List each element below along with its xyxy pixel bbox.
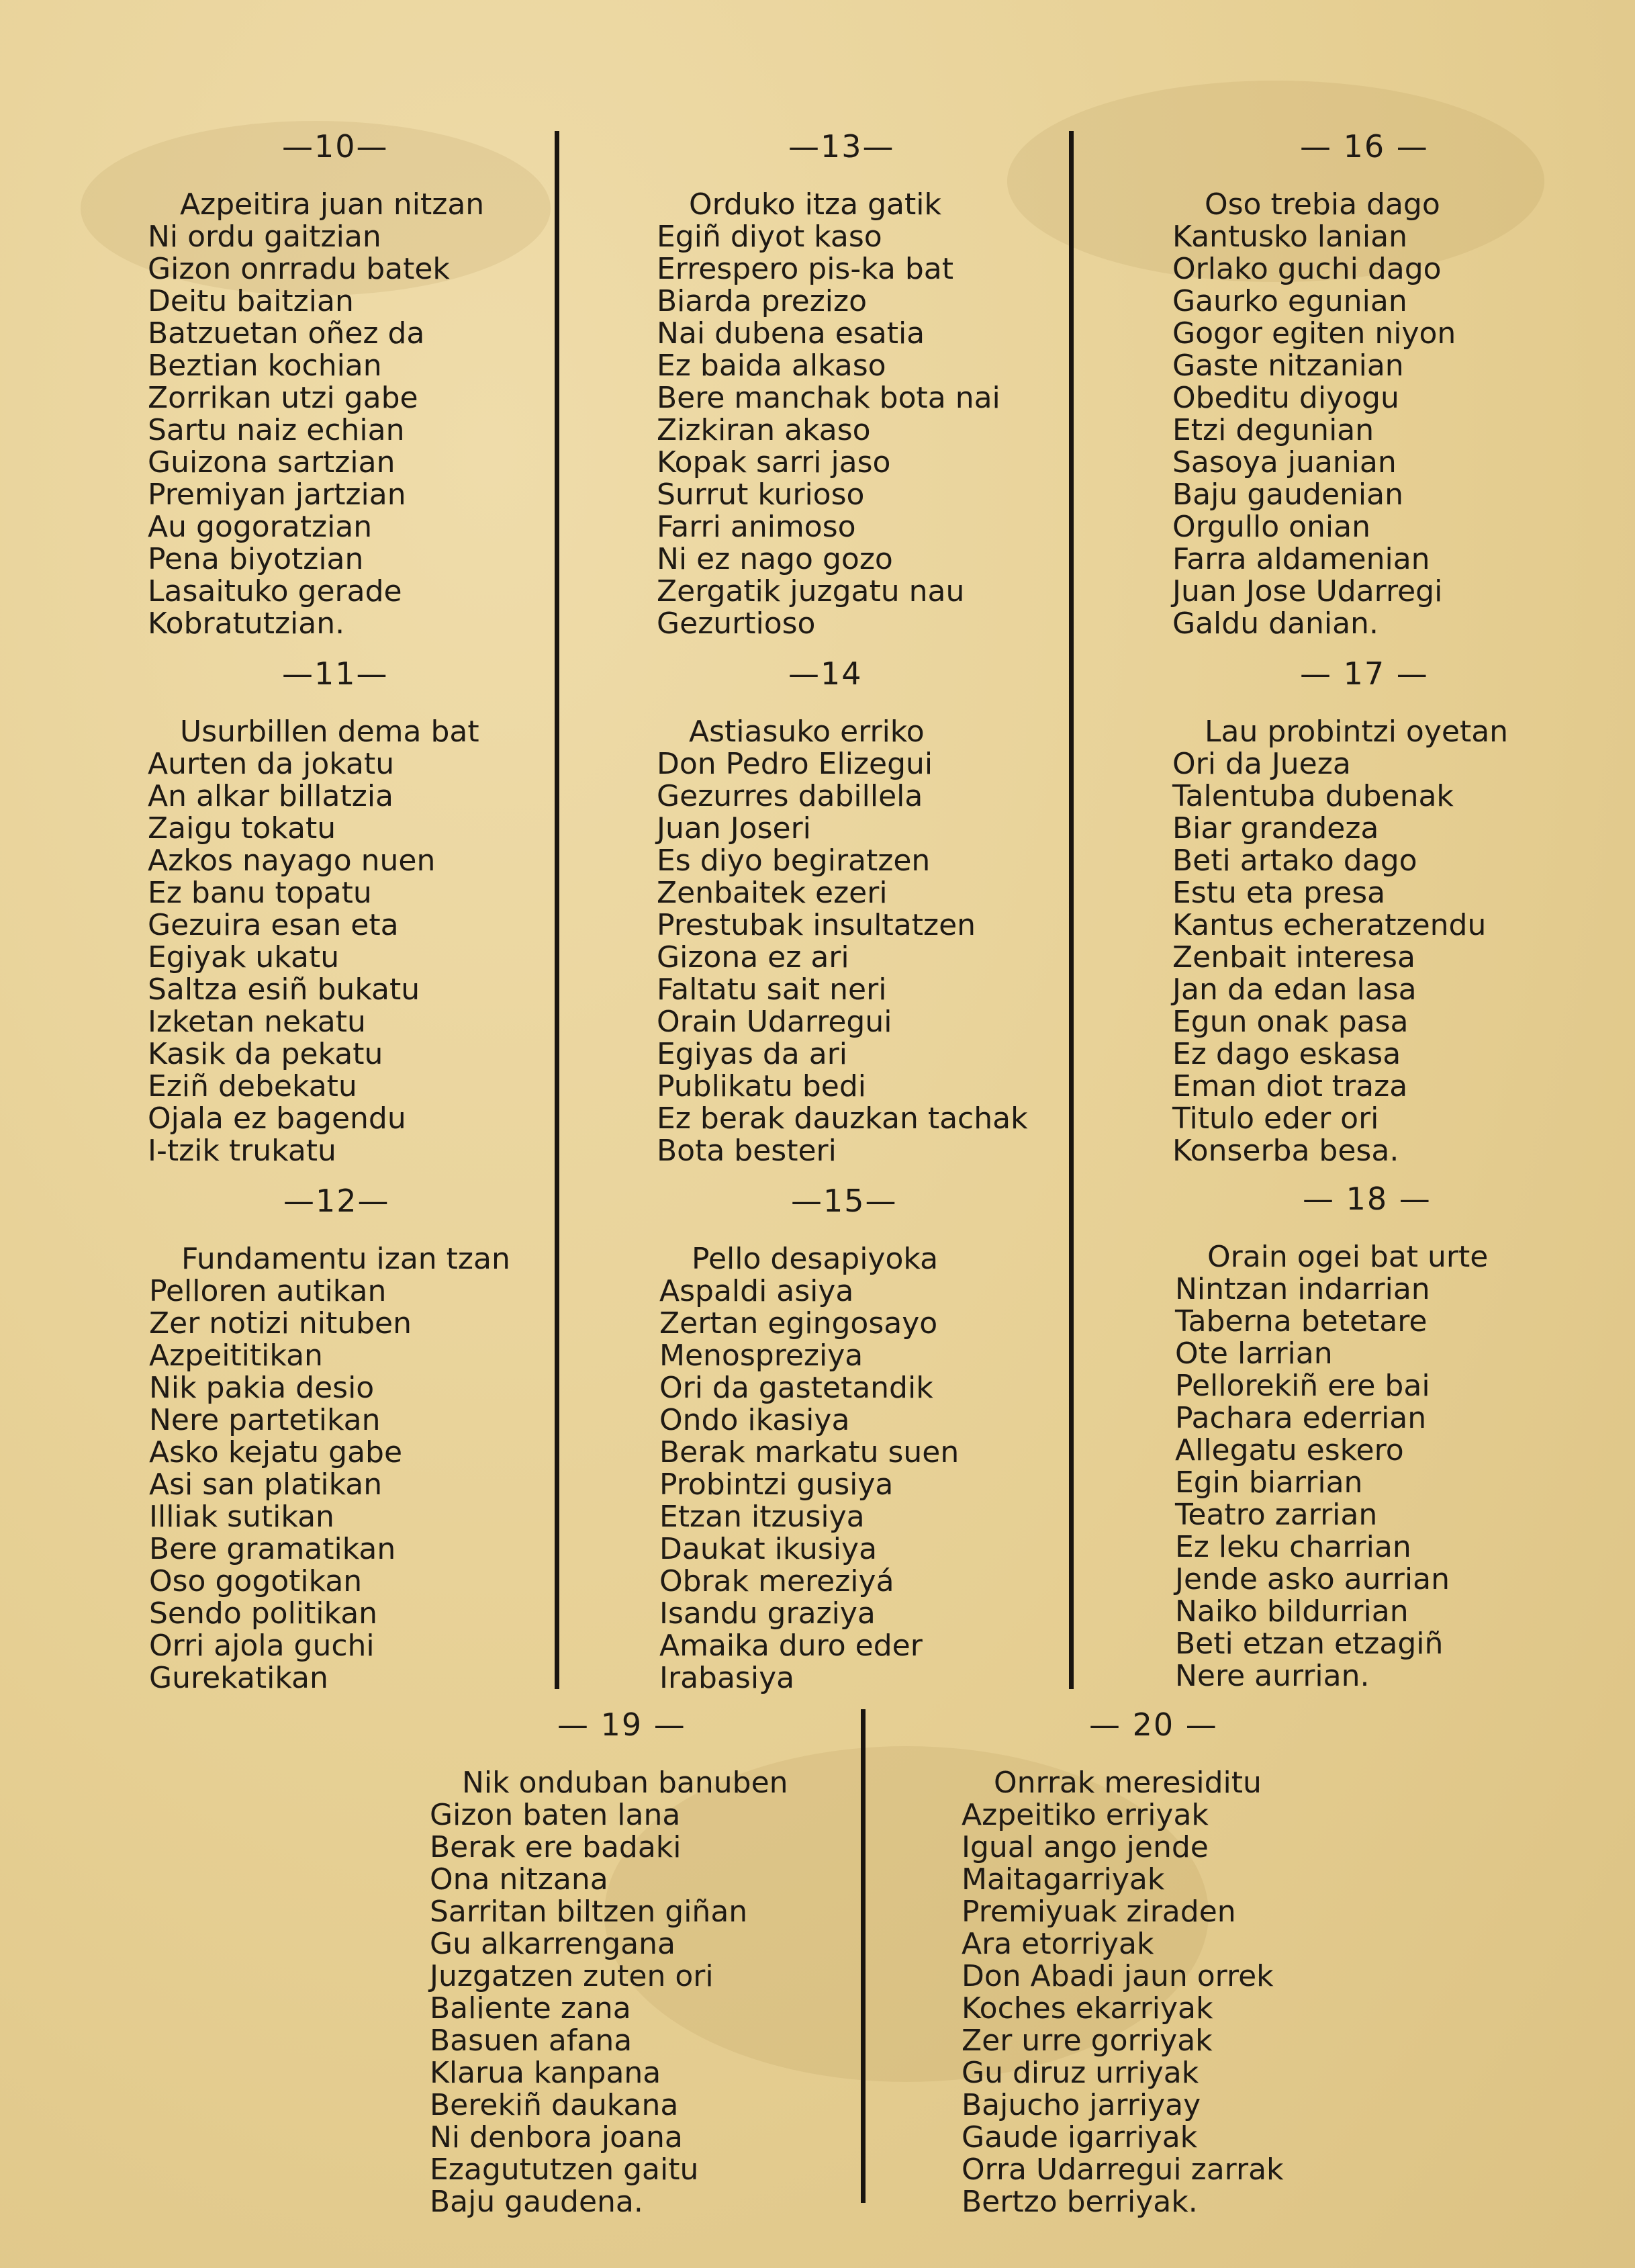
verse-line: Orduko itza gatik <box>689 187 941 222</box>
verse-line: Oso trebia dago <box>1205 187 1440 222</box>
stanza-number: — 19 — <box>557 1707 686 1743</box>
verse-line: Galdu danian. <box>1172 606 1379 641</box>
verse-line: Orlako guchi dago <box>1172 252 1442 286</box>
verse-line: Sendo politikan <box>149 1596 378 1631</box>
verse-line: Irabasiya <box>659 1661 795 1695</box>
verse-line: Etzi degunian <box>1172 413 1374 447</box>
verse-line: Ori da gastetandik <box>659 1371 933 1405</box>
verse-line: Oso gogotikan <box>149 1564 363 1598</box>
verse-line: Egiyas da ari <box>657 1037 848 1071</box>
stanza-verse <box>657 189 1000 640</box>
verse-line: Gurekatikan <box>149 1661 328 1695</box>
verse-line: Probintzi gusiya <box>659 1467 894 1502</box>
verse-line: Errespero pis-ka bat <box>657 252 954 286</box>
verse-line: Don Pedro Elizegui <box>657 747 933 781</box>
verse-line: Surrut kurioso <box>657 478 865 512</box>
verse-line: Ni denbora joana <box>430 2120 683 2154</box>
verse-line: Nere partetikan <box>149 1403 381 1437</box>
verse-line: Egiyak ukatu <box>148 940 340 974</box>
verse-line: Menospreziya <box>659 1339 863 1373</box>
verse-line: Zizkiran akaso <box>657 413 871 447</box>
verse-line: Farri animoso <box>657 510 856 544</box>
verse-line: Egun onak pasa <box>1172 1005 1409 1039</box>
stanza-20 <box>962 1709 1284 2218</box>
verse-line: Teatro zarrian <box>1175 1498 1378 1532</box>
verse-line: Konserba besa. <box>1172 1134 1399 1168</box>
stanza-18 <box>1175 1183 1488 1692</box>
verse-line: Guizona sartzian <box>148 445 395 480</box>
verse-line: Es diyo begiratzen <box>657 844 931 878</box>
verse-line: Etzan itzusiya <box>659 1500 865 1534</box>
verse-line: Klarua kanpana <box>430 2056 661 2090</box>
verse-line: Biar grandeza <box>1172 811 1379 846</box>
verse-line: Beztian kochian <box>148 349 382 383</box>
verse-line: Azpeititikan <box>149 1339 323 1373</box>
verse-line: Sasoya juanian <box>1172 445 1397 480</box>
verse-line: Au gogoratzian <box>148 510 373 544</box>
verse-line: Gogor egiten niyon <box>1172 316 1456 351</box>
verse-line: Ni ez nago gozo <box>657 542 893 576</box>
stanza-16 <box>1172 128 1456 641</box>
stanza-10 <box>148 128 485 641</box>
verse-line: Orgullo onian <box>1172 510 1371 544</box>
verse-line: Zertan egingosayo <box>659 1306 938 1341</box>
stanza-verse <box>149 1243 510 1694</box>
verse-line: Eziñ debekatu <box>148 1069 357 1103</box>
verse-line: Ez banu topatu <box>148 876 372 910</box>
verse-line: Faltatu sait neri <box>657 972 887 1007</box>
verse-line: Orain ogei bat urte <box>1207 1240 1489 1274</box>
verse-line: Azpeitiko erriyak <box>962 1798 1209 1832</box>
stanza-number: —15— <box>791 1183 898 1219</box>
stanza-13 <box>657 128 1000 641</box>
stanza-verse <box>962 1767 1284 2218</box>
verse-line: Astiasuko erriko <box>689 715 925 749</box>
verse-line: Gaste nitzanian <box>1172 349 1404 383</box>
verse-line: Berak ere badaki <box>430 1830 682 1864</box>
verse-line: Azpeitira juan nitzan <box>180 187 485 222</box>
stanza-number: —13— <box>788 128 895 165</box>
verse-line: An alkar billatzia <box>148 779 394 813</box>
verse-line: Zer urre gorriyak <box>962 2024 1213 2058</box>
verse-line: Don Abadi jaun orrek <box>962 1959 1274 1993</box>
column-divider <box>1069 131 1074 1689</box>
verse-line: Orra Udarregui zarrak <box>962 2152 1284 2187</box>
verse-line: Jan da edan lasa <box>1172 972 1417 1007</box>
verse-line: Ez leku charrian <box>1175 1530 1411 1564</box>
verse-line: Basuen afana <box>430 2024 633 2058</box>
verse-line: Ara etorriyak <box>962 1927 1154 1961</box>
verse-line: Amaika duro eder <box>659 1629 923 1663</box>
verse-line: Allegatu eskero <box>1175 1433 1404 1467</box>
verse-line: Gezurres dabillela <box>657 779 923 813</box>
verse-line: Premiyan jartzian <box>148 478 406 512</box>
verse-line: Kobratutzian. <box>148 606 345 641</box>
verse-line: Kantus echeratzendu <box>1172 908 1487 942</box>
verse-line: Nere aurrian. <box>1175 1659 1370 1693</box>
verse-line: Berekiñ daukana <box>430 2088 679 2122</box>
stanza-number: — 17 — <box>1300 655 1429 692</box>
verse-line: Nintzan indarrian <box>1175 1272 1430 1306</box>
verse-line: Gezuira esan eta <box>148 908 399 942</box>
verse-line: Maitagarriyak <box>962 1862 1165 1897</box>
stanza-number: —12— <box>283 1183 390 1219</box>
stanza-number: — 18 — <box>1303 1181 1432 1217</box>
verse-line: Gizon baten lana <box>430 1798 681 1832</box>
verse-line: Igual ango jende <box>962 1830 1209 1864</box>
verse-line: Biarda prezizo <box>657 284 868 318</box>
stanza-11 <box>148 655 479 1168</box>
stanza-verse <box>148 716 479 1167</box>
verse-line: Usurbillen dema bat <box>180 715 479 749</box>
verse-line: Talentuba dubenak <box>1172 779 1454 813</box>
verse-line: Zer notizi nituben <box>149 1306 412 1341</box>
verse-line: Taberna betetare <box>1175 1304 1428 1339</box>
stanza-verse <box>430 1767 788 2218</box>
verse-line: Orain Udarregui <box>657 1005 892 1039</box>
verse-line: Beti etzan etzagiñ <box>1175 1627 1444 1661</box>
verse-line: Gizon onrradu batek <box>148 252 450 286</box>
verse-line: Pelloren autikan <box>149 1274 387 1308</box>
verse-line: Jende asko aurrian <box>1175 1562 1450 1596</box>
verse-line: Bajucho jarriyay <box>962 2088 1201 2122</box>
verse-line: Gizona ez ari <box>657 940 849 974</box>
verse-line: Azkos nayago nuen <box>148 844 436 878</box>
verse-line: Ote larrian <box>1175 1336 1333 1371</box>
stanza-verse <box>148 189 484 640</box>
stanza-number: —10— <box>282 128 389 165</box>
verse-line: Zergatik juzgatu nau <box>657 574 965 608</box>
verse-line: Ori da Jueza <box>1172 747 1351 781</box>
stanza-number: —11— <box>282 655 389 692</box>
stanza-verse <box>1172 189 1456 640</box>
verse-line: Nai dubena esatia <box>657 316 925 351</box>
verse-line: Baju gaudenian <box>1172 478 1403 512</box>
verse-line: Batzuetan oñez da <box>148 316 425 351</box>
stanza-17 <box>1172 655 1509 1168</box>
verse-line: Zorrikan utzi gabe <box>148 381 418 415</box>
verse-line: Sartu naiz echian <box>148 413 405 447</box>
verse-line: Pellorekiñ ere bai <box>1175 1369 1430 1403</box>
verse-line: Egiñ diyot kaso <box>657 220 882 254</box>
verse-line: Publikatu bedi <box>657 1069 866 1103</box>
verse-line: Bere gramatikan <box>149 1532 396 1566</box>
verse-line: Ez dago eskasa <box>1172 1037 1401 1071</box>
stanza-number: —14 <box>788 655 863 692</box>
verse-line: Gaude igarriyak <box>962 2120 1198 2154</box>
stanza-verse <box>1172 716 1508 1167</box>
stanza-12 <box>149 1185 510 1694</box>
verse-line: Gu alkarrengana <box>430 1927 675 1961</box>
verse-line: Kopak sarri jaso <box>657 445 891 480</box>
verse-line: Izketan nekatu <box>148 1005 366 1039</box>
stanza-number: — 16 — <box>1300 128 1429 165</box>
verse-line: Orri ajola guchi <box>149 1629 375 1663</box>
verse-line: Isandu graziya <box>659 1596 876 1631</box>
verse-line: Bertzo berriyak. <box>962 2185 1198 2219</box>
verse-line: Bere manchak bota nai <box>657 381 1000 415</box>
verse-line: Nik onduban banuben <box>462 1766 788 1800</box>
verse-line: Juan Jose Udarregi <box>1172 574 1443 608</box>
verse-line: Sarritan biltzen giñan <box>430 1895 748 1929</box>
verse-line: Pena biyotzian <box>148 542 364 576</box>
column-divider <box>861 1709 866 2203</box>
verse-line: Illiak sutikan <box>149 1500 334 1534</box>
verse-line: Zenbaitek ezeri <box>657 876 888 910</box>
verse-line: Aspaldi asiya <box>659 1274 854 1308</box>
verse-line: Koches ekarriyak <box>962 1991 1213 2026</box>
verse-line: Ondo ikasiya <box>659 1403 850 1437</box>
stanza-number: — 20 — <box>1089 1707 1218 1743</box>
verse-line: Kasik da pekatu <box>148 1037 383 1071</box>
verse-line: Asko kejatu gabe <box>149 1435 403 1469</box>
stanza-verse <box>659 1243 959 1694</box>
verse-line: Titulo eder ori <box>1172 1101 1379 1136</box>
verse-line: Premiyuak ziraden <box>962 1895 1236 1929</box>
verse-line: Gezurtioso <box>657 606 816 641</box>
verse-line: Farra aldamenian <box>1172 542 1430 576</box>
verse-line: Juzgatzen zuten ori <box>430 1959 714 1993</box>
verse-line: Pachara ederrian <box>1175 1401 1427 1435</box>
verse-line: Lau probintzi oyetan <box>1205 715 1509 749</box>
stanza-14 <box>657 655 1028 1168</box>
verse-line: Zaigu tokatu <box>148 811 336 846</box>
verse-line: Lasaituko gerade <box>148 574 402 608</box>
verse-line: Asi san platikan <box>149 1467 383 1502</box>
stanza-verse <box>1175 1241 1488 1692</box>
stanza-15 <box>659 1185 959 1694</box>
stanza-verse <box>657 716 1028 1167</box>
verse-line: Gaurko egunian <box>1172 284 1407 318</box>
verse-line: Prestubak insultatzen <box>657 908 976 942</box>
verse-line: Ojala ez bagendu <box>148 1101 406 1136</box>
verse-line: Kantusko lanian <box>1172 220 1407 254</box>
verse-line: Berak markatu suen <box>659 1435 960 1469</box>
column-divider <box>555 131 559 1689</box>
verse-line: Saltza esiñ bukatu <box>148 972 420 1007</box>
verse-line: Bota besteri <box>657 1134 837 1168</box>
verse-line: Zenbait interesa <box>1172 940 1415 974</box>
verse-line: Gu diruz urriyak <box>962 2056 1199 2090</box>
verse-line: Egin biarrian <box>1175 1465 1363 1500</box>
verse-line: Deitu baitzian <box>148 284 354 318</box>
verse-line: Ez baida alkaso <box>657 349 886 383</box>
verse-line: Daukat ikusiya <box>659 1532 878 1566</box>
verse-line: Eman diot traza <box>1172 1069 1408 1103</box>
verse-line: Onrrak meresiditu <box>994 1766 1262 1800</box>
verse-line: Ezagututzen gaitu <box>430 2152 699 2187</box>
verse-line: Obeditu diyogu <box>1172 381 1399 415</box>
verse-line: I-tzik trukatu <box>148 1134 336 1168</box>
verse-line: Baju gaudena. <box>430 2185 643 2219</box>
verse-line: Aurten da jokatu <box>148 747 395 781</box>
verse-line: Pello desapiyoka <box>692 1242 939 1276</box>
stanza-19 <box>430 1709 788 2218</box>
verse-line: Beti artako dago <box>1172 844 1417 878</box>
verse-line: Naiko bildurrian <box>1175 1594 1409 1629</box>
verse-line: Ez berak dauzkan tachak <box>657 1101 1028 1136</box>
verse-line: Ona nitzana <box>430 1862 608 1897</box>
verse-line: Ni ordu gaitzian <box>148 220 381 254</box>
verse-line: Obrak mereziyá <box>659 1564 894 1598</box>
verse-line: Baliente zana <box>430 1991 631 2026</box>
verse-line: Nik pakia desio <box>149 1371 375 1405</box>
verse-line: Estu eta presa <box>1172 876 1386 910</box>
verse-line: Fundamentu izan tzan <box>181 1242 510 1276</box>
verse-line: Juan Joseri <box>657 811 811 846</box>
